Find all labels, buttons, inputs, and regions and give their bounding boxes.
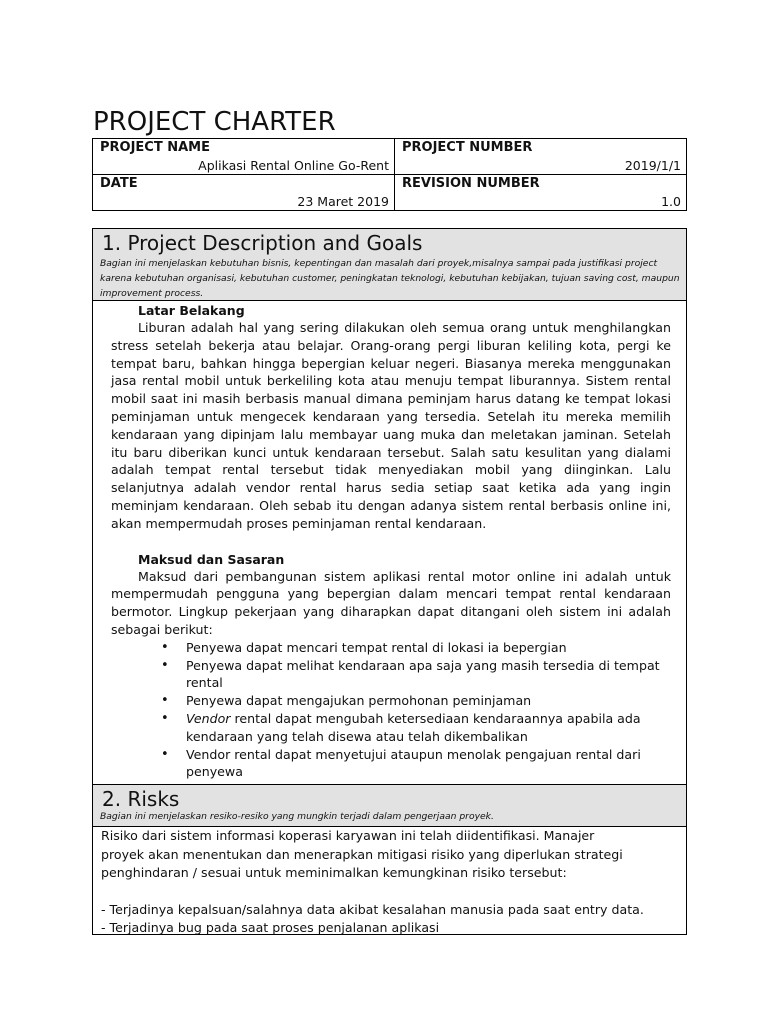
risk-item: - Terjadinya bug pada saat proses penjalanan aplikasi [101, 920, 440, 936]
list-item: • Penyewa dapat mengajukan permohonan peminjaman [161, 692, 671, 710]
scope-list [111, 639, 671, 781]
section-project-description [92, 228, 687, 785]
section-body [101, 827, 681, 938]
list-item: • Vendor rental dapat mengubah ketersediaan kendaraannya apabila ada kendaraan yang telah disewa atau telah dikembalikan [161, 710, 671, 746]
project-info-table [92, 138, 687, 211]
risk-item: - Terjadinya kepalsuan/salahnya data akibat kesalahan manusia pada saat entry data. [101, 901, 644, 917]
background-paragraph: Liburan adalah hal yang sering dilakukan oleh semua orang untuk menghilangkan stress setelah bekerja atau belajar. Orang-orang pergi liburan keliling kota, pergi ke tempat baru, bahkan hingga bepergian keluar negeri. Biasanya mereka menggunakan jasa rental mobil untuk berkeliling kota atau menuju tempat liburannya. Sistem rental mobil saat ini masih berbasis manual dimana peminjam harus datang ke tempat lokasi peminjaman untuk mengecek kendaraan yang tersedia. Setelah itu mereka memilih kendaraan yang dipinjam lalu membayar uang muka dan meletakan jaminan. Setelah itu baru diberikan kunci untuk kendaraan tersebut. Salah satu kesulitan yang dialami adalah tempat rental tersebut tidak menyediakan mobil yang diinginkan. Lalu selanjutnya adalah vendor rental harus sedia setiap saat ketika ada yang ingin meminjam kendaraan. Oleh sebab itu dengan adanya sistem rental berbasis online ini, akan mempermudah proses peminjaman rental kendaraan. [111, 320, 671, 531]
background-heading: Latar Belakang [138, 303, 245, 318]
section-title: 1. Project Description and Goals [102, 231, 423, 255]
project-name-label: PROJECT NAME [100, 140, 210, 155]
section-body [111, 302, 671, 781]
revision-label: REVISION NUMBER [402, 176, 540, 191]
section-description: Bagian ini menjelaskan resiko-resiko yang mungkin terjadi dalam pengerjaan proyek. [100, 811, 494, 822]
date-cell [93, 175, 394, 210]
goals-paragraph: Maksud dari pembangunan sistem aplikasi rental motor online ini adalah untuk mempermudah pengguna yang bepergian dalam mencari tempat rental kendaraan bermotor. Lingkup pekerjaan yang diharapkan dapat ditangani oleh sistem ini adalah sebagai berikut: [111, 568, 671, 637]
list-item: • Vendor rental dapat menyetujui ataupun menolak pengajuan rental dari penyewa [161, 746, 671, 782]
revision-value: 1.0 [661, 194, 681, 209]
revision-cell [395, 175, 686, 210]
project-name-value: Aplikasi Rental Online Go-Rent [198, 158, 389, 173]
date-value: 23 Maret 2019 [297, 194, 389, 209]
project-name-cell [93, 139, 394, 174]
section-title: 2. Risks [102, 787, 180, 811]
project-number-label: PROJECT NUMBER [402, 140, 533, 155]
section-header [93, 229, 686, 301]
risk-intro-line: proyek akan menentukan dan menerapkan mitigasi risiko yang diperlukan strategi [101, 846, 623, 862]
project-number-cell [395, 139, 686, 174]
section-header [93, 785, 686, 827]
section-description: Bagian ini menjelaskan kebutuhan bisnis, kepentingan dan masalah dari proyek,misalnya sampai pada justifikasi project karena kebutuhan organisasi, kebutuhan customer, peningkatan teknologi, kebutuhan kebijakan, tujuan saving cost, maupun improvement process. [100, 258, 680, 299]
document-title: PROJECT CHARTER [93, 107, 336, 137]
list-item: • Penyewa dapat mencari tempat rental di lokasi ia bepergian [161, 639, 671, 657]
section-risks [92, 785, 687, 935]
date-label: DATE [100, 176, 138, 191]
goals-heading: Maksud dan Sasaran [138, 551, 285, 567]
risk-intro-line: Risiko dari sistem informasi koperasi karyawan ini telah diidentifikasi. Manajer [101, 828, 595, 843]
risk-intro-line: penghindaran / sesuai untuk meminimalkan kemungkinan risiko tersebut: [101, 865, 567, 881]
list-item: • Penyewa dapat melihat kendaraan apa saja yang masih tersedia di tempat rental [161, 657, 671, 693]
project-number-value: 2019/1/1 [624, 158, 681, 173]
